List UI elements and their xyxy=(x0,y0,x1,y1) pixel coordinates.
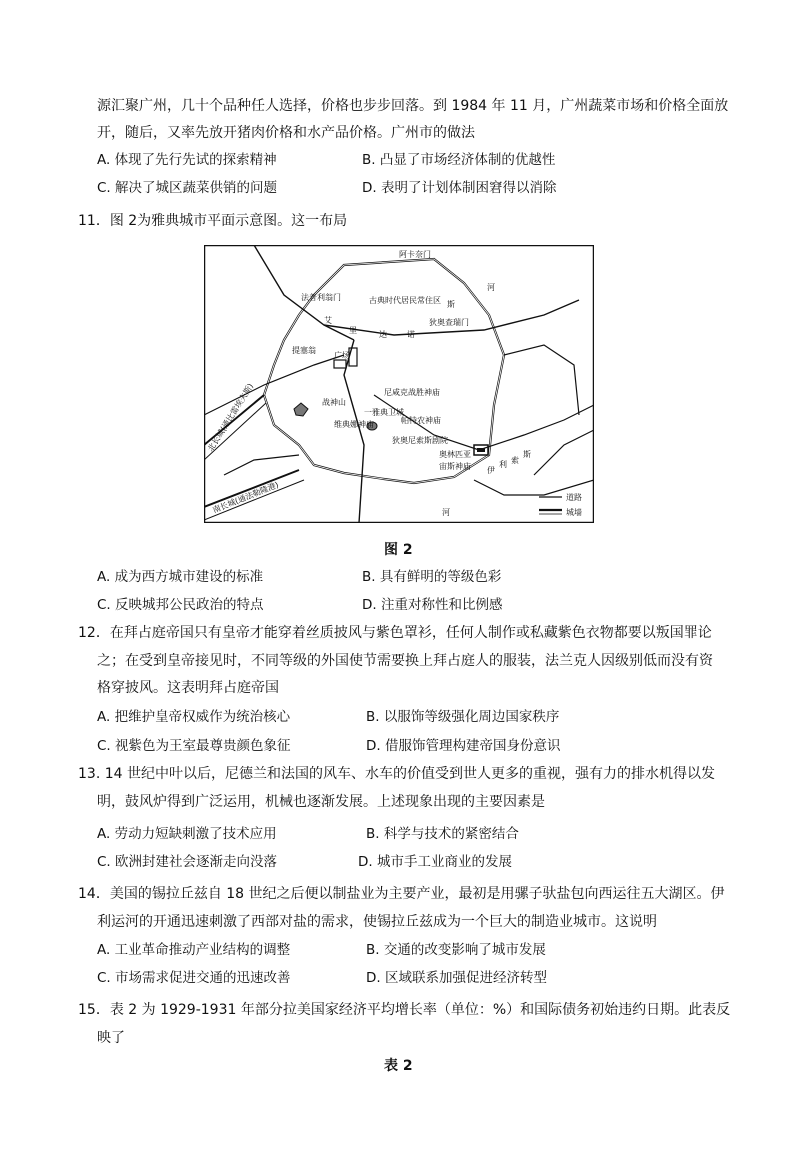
q10-option-d: D. 表明了计划体制困窘得以消除 xyxy=(362,180,557,196)
legend-road-label: 道路 xyxy=(566,493,582,502)
q14-option-a: A. 工业革命推动产业结构的调整 xyxy=(97,942,291,958)
q10-option-a: A. 体现了先行先试的探索精神 xyxy=(97,152,277,168)
label-theatre: 狄奥尼索斯剧院 xyxy=(392,436,448,445)
legend-wall-label: 城墙 xyxy=(566,508,582,517)
label-ilissos-2: 利 xyxy=(499,460,507,469)
label-temple-hephaestus: 维典娜神庙 xyxy=(334,420,374,429)
label-street-nuo: 诺 xyxy=(407,330,415,339)
q10-line1: 源汇聚广州，几十个品种任人选择，价格也步步回落。到 1984 年 11 月，广州蔬菜市场和价格全面放 xyxy=(97,98,729,114)
label-theseion: 提塞翁 xyxy=(292,346,316,355)
q13-line2: 明，鼓风炉得到广泛运用，机械也逐渐发展。上述现象出现的主要因素是 xyxy=(97,794,545,810)
q10-line2: 开，随后，又率先放开猪肉价格和水产品价格。广州市的做法 xyxy=(97,125,475,141)
label-long-wall-north: 北长城(通比雷埃夫斯) xyxy=(206,381,256,454)
label-olympieion-1: 奥林匹亚 xyxy=(439,450,471,459)
label-residential: 古典时代居民常住区 xyxy=(369,296,441,305)
q13-option-a: A. 劳动力短缺刺激了技术应用 xyxy=(97,826,277,842)
q11-option-b: B. 具有鲜明的等级色彩 xyxy=(362,569,502,585)
label-street-da: 达 xyxy=(379,330,387,339)
q13-option-c: C. 欧洲封建社会逐渐走向没落 xyxy=(97,854,278,870)
label-ilissos-4: 斯 xyxy=(523,450,531,459)
q14-line2: 利运河的开通迅速刺激了西部对盐的需求，使锡拉丘兹成为一个巨大的制造业城市。这说明 xyxy=(97,914,657,930)
athens-map xyxy=(204,245,594,523)
q13-line1: 13. 14 世纪中叶以后，尼德兰和法国的风车、水车的价值受到世人更多的重视，强有力的排水机得以发 xyxy=(78,766,715,782)
q12-line1: 12．在拜占庭帝国只有皇帝才能穿着丝质披风与紫色罩衫，任何人制作或私藏紫色衣物都要以叛国罪论 xyxy=(78,625,712,641)
q12-option-d: D. 借服饰管理构建帝国身份意识 xyxy=(366,738,561,754)
label-propylaea: 一雅典卫城 xyxy=(364,408,404,417)
q10-option-c: C. 解决了城区蔬菜供销的问题 xyxy=(97,180,278,196)
label-river: 河 xyxy=(487,283,495,292)
label-street-ai: 艾 xyxy=(324,316,332,325)
label-agora: 广场 xyxy=(334,351,350,360)
q14-option-d: D. 区域联系加强促进经济转型 xyxy=(366,970,547,986)
label-areopagus: 战神山 xyxy=(322,398,346,407)
label-parthenon: 帕特农神庙 xyxy=(401,416,441,425)
q14-option-c: C. 市场需求促进交通的迅速改善 xyxy=(97,970,291,986)
label-gate-acharnian: 阿卡奈门 xyxy=(399,250,431,259)
label-olympieion-2: 宙斯神庙 xyxy=(439,462,471,471)
q11-option-c: C. 反映城邦公民政治的特点 xyxy=(97,597,264,613)
label-long-wall-south: 南长城(通法勒隆港) xyxy=(211,480,280,515)
q12-option-b: B. 以服饰等级强化周边国家秩序 xyxy=(366,709,560,725)
q12-line3: 格穿披风。这表明拜占庭帝国 xyxy=(97,680,279,696)
label-gate-dipylon: 法普利翁门 xyxy=(301,293,341,302)
q13-option-b: B. 科学与技术的紧密结合 xyxy=(366,826,519,842)
label-ilissos-1: 伊 xyxy=(487,466,495,475)
label-gate-si: 斯 xyxy=(447,300,455,309)
q14-option-b: B. 交通的改变影响了城市发展 xyxy=(366,942,546,958)
q11-option-a: A. 成为西方城市建设的标准 xyxy=(97,569,264,585)
q10-option-b: B. 凸显了市场经济体制的优越性 xyxy=(362,152,556,168)
q15-line1: 15．表 2 为 1929-1931 年部分拉美国家经济平均增长率（单位：%）和国际债务初始违约日期。此表反 xyxy=(78,1002,731,1018)
q15-line2: 映了 xyxy=(97,1030,125,1046)
q14-line1: 14．美国的锡拉丘兹自 18 世纪之后便以制盐业为主要产业，最初是用骡子驮盐包向西运往五大湖区。伊 xyxy=(78,886,725,902)
q15-table-caption: 表 2 xyxy=(384,1058,413,1074)
label-ilissos-b: 河 xyxy=(442,508,450,517)
label-street-li: 里 xyxy=(349,326,357,335)
label-temple-nike: 尼咸克战胜神庙 xyxy=(384,388,440,397)
q12-option-c: C. 视紫色为王室最尊贵颜色象征 xyxy=(97,738,291,754)
olympieion-core xyxy=(477,448,485,452)
q11-option-d: D. 注重对称性和比例感 xyxy=(362,597,503,613)
label-gate-diochares: 狄奥查瑞门 xyxy=(429,318,469,327)
q11-figure-caption: 图 2 xyxy=(384,542,413,558)
q12-line2: 之；在受到皇帝接见时，不同等级的外国使节需要换上拜占庭人的服装，法兰克人因级别低而没有资 xyxy=(97,653,713,669)
q12-option-a: A. 把维护皇帝权威作为统治核心 xyxy=(97,709,291,725)
label-ilissos-3: 索 xyxy=(511,456,519,465)
q13-option-d: D. 城市手工业商业的发展 xyxy=(358,854,512,870)
q11-stem: 11．图 2为雅典城市平面示意图。这一布局 xyxy=(78,213,348,229)
